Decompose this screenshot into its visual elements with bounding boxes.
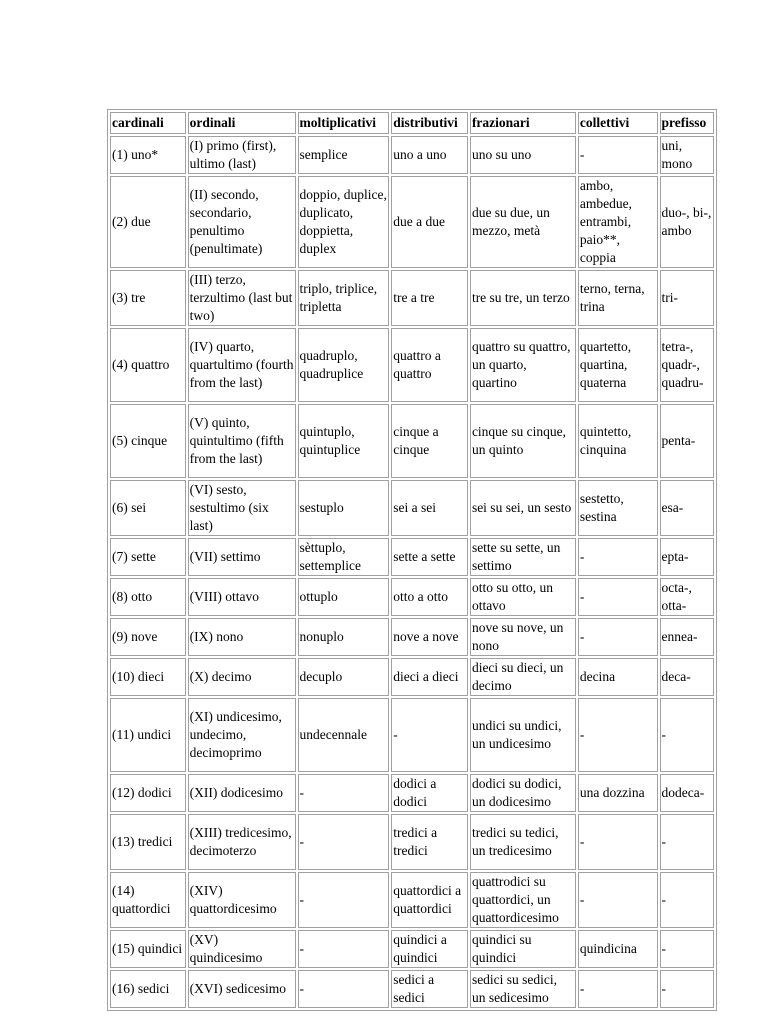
cell-moltiplicativi: - [298,970,390,1008]
cell-cardinali: (12) dodici [110,774,186,812]
cell-moltiplicativi: - [298,930,390,968]
cell-moltiplicativi: ottuplo [298,578,390,616]
cell-ordinali: (X) decimo [188,658,296,696]
cell-frazionari: sedici su sedici, un sedicesimo [470,970,576,1008]
header-distributivi: distributivi [391,112,468,134]
cell-ordinali: (VIII) ottavo [188,578,296,616]
cell-distributivi: sei a sei [391,480,468,536]
cell-moltiplicativi: - [298,774,390,812]
table-row [110,404,714,478]
cell-collettivi: - [578,538,658,576]
cell-moltiplicativi: doppio, duplice, duplicato, doppietta, duplex [298,176,390,268]
cell-distributivi: nove a nove [391,618,468,656]
cell-distributivi: sedici a sedici [391,970,468,1008]
cell-collettivi: - [578,814,658,870]
cell-cardinali: (3) tre [110,270,186,326]
cell-ordinali: (II) secondo, secondario, penultimo (penultimate) [188,176,296,268]
table-row [110,970,714,1008]
header-moltiplicativi: moltiplicativi [298,112,390,134]
cell-prefisso: uni, mono [660,136,715,174]
cell-cardinali: (11) undici [110,698,186,772]
cell-ordinali: (V) quinto, quintultimo (fifth from the last) [188,404,296,478]
cell-distributivi: tre a tre [391,270,468,326]
cell-ordinali: (XIII) tredicesimo, decimoterzo [188,814,296,870]
table-row [110,618,714,656]
table-header-row [110,112,714,134]
numerals-table [107,109,717,1011]
cell-collettivi: - [578,698,658,772]
cell-moltiplicativi: - [298,872,390,928]
cell-ordinali: (XIV) quattordicesimo [188,872,296,928]
cell-moltiplicativi: quadruplo, quadruplice [298,328,390,402]
table-row [110,658,714,696]
cell-cardinali: (5) cinque [110,404,186,478]
table-row [110,814,714,870]
cell-distributivi: uno a uno [391,136,468,174]
cell-ordinali: (IV) quarto, quartultimo (fourth from the last) [188,328,296,402]
cell-cardinali: (13) tredici [110,814,186,870]
cell-prefisso: epta- [660,538,715,576]
cell-cardinali: (15) quindici [110,930,186,968]
cell-frazionari: due su due, un mezzo, metà [470,176,576,268]
cell-distributivi: sette a sette [391,538,468,576]
cell-distributivi: tredici a tredici [391,814,468,870]
cell-cardinali: (8) otto [110,578,186,616]
cell-prefisso: - [660,814,715,870]
header-ordinali: ordinali [188,112,296,134]
header-cardinali: cardinali [110,112,186,134]
cell-cardinali: (16) sedici [110,970,186,1008]
cell-moltiplicativi: quintuplo, quintuplice [298,404,390,478]
cell-collettivi: quintetto, cinquina [578,404,658,478]
table-row [110,328,714,402]
cell-prefisso: ennea- [660,618,715,656]
cell-prefisso: octa-, otta- [660,578,715,616]
cell-prefisso: tetra-, quadr-, quadru- [660,328,715,402]
cell-distributivi: quattro a quattro [391,328,468,402]
cell-collettivi: quindicina [578,930,658,968]
table-row [110,872,714,928]
cell-collettivi: - [578,618,658,656]
cell-prefisso: - [660,970,715,1008]
cell-collettivi: terno, terna, trina [578,270,658,326]
cell-frazionari: tre su tre, un terzo [470,270,576,326]
table-row [110,774,714,812]
table-row [110,480,714,536]
cell-moltiplicativi: nonuplo [298,618,390,656]
cell-distributivi: - [391,698,468,772]
cell-prefisso: esa- [660,480,715,536]
cell-prefisso: - [660,698,715,772]
cell-distributivi: due a due [391,176,468,268]
cell-distributivi: dieci a dieci [391,658,468,696]
cell-distributivi: dodici a dodici [391,774,468,812]
cell-collettivi: quartetto, quartina, quaterna [578,328,658,402]
document-page [107,109,717,1011]
header-frazionari: frazionari [470,112,576,134]
cell-collettivi: - [578,578,658,616]
cell-distributivi: quindici a quindici [391,930,468,968]
cell-frazionari: quindici su quindici [470,930,576,968]
cell-moltiplicativi: decuplo [298,658,390,696]
cell-frazionari: dieci su dieci, un decimo [470,658,576,696]
cell-collettivi: sestetto, sestina [578,480,658,536]
cell-ordinali: (XII) dodicesimo [188,774,296,812]
cell-ordinali: (XI) undicesimo, undecimo, decimoprimo [188,698,296,772]
cell-prefisso: - [660,872,715,928]
cell-collettivi: - [578,872,658,928]
cell-collettivi: - [578,970,658,1008]
cell-collettivi: - [578,136,658,174]
cell-frazionari: nove su nove, un nono [470,618,576,656]
header-collettivi: collettivi [578,112,658,134]
cell-prefisso: duo-, bi-, ambo [660,176,715,268]
cell-frazionari: sette su sette, un settimo [470,538,576,576]
cell-frazionari: sei su sei, un sesto [470,480,576,536]
cell-frazionari: quattrodici su quattordici, un quattordicesimo [470,872,576,928]
header-prefisso: prefisso [660,112,715,134]
cell-ordinali: (XV) quindicesimo [188,930,296,968]
cell-moltiplicativi: - [298,814,390,870]
cell-cardinali: (1) uno* [110,136,186,174]
cell-frazionari: quattro su quattro, un quarto, quartino [470,328,576,402]
table-row [110,578,714,616]
cell-ordinali: (I) primo (first), ultimo (last) [188,136,296,174]
cell-cardinali: (10) dieci [110,658,186,696]
cell-ordinali: (XVI) sedicesimo [188,970,296,1008]
cell-distributivi: quattordici a quattordici [391,872,468,928]
cell-distributivi: cinque a cinque [391,404,468,478]
cell-collettivi: ambo, ambedue, entrambi, paio**, coppia [578,176,658,268]
cell-cardinali: (6) sei [110,480,186,536]
cell-cardinali: (9) nove [110,618,186,656]
cell-prefisso: penta- [660,404,715,478]
cell-frazionari: uno su uno [470,136,576,174]
cell-collettivi: decina [578,658,658,696]
cell-collettivi: una dozzina [578,774,658,812]
cell-ordinali: (VI) sesto, sestultimo (six last) [188,480,296,536]
table-row [110,698,714,772]
cell-frazionari: dodici su dodici, un dodicesimo [470,774,576,812]
cell-moltiplicativi: undecennale [298,698,390,772]
table-row [110,270,714,326]
cell-frazionari: undici su undici, un undicesimo [470,698,576,772]
cell-prefisso: dodeca- [660,774,715,812]
cell-moltiplicativi: sèttuplo, settemplice [298,538,390,576]
cell-moltiplicativi: triplo, triplice, tripletta [298,270,390,326]
table-row [110,538,714,576]
cell-moltiplicativi: semplice [298,136,390,174]
cell-moltiplicativi: sestuplo [298,480,390,536]
cell-ordinali: (IX) nono [188,618,296,656]
cell-frazionari: cinque su cinque, un quinto [470,404,576,478]
table-row [110,136,714,174]
cell-cardinali: (14) quattordici [110,872,186,928]
cell-ordinali: (III) terzo, terzultimo (last but two) [188,270,296,326]
cell-cardinali: (2) due [110,176,186,268]
cell-cardinali: (4) quattro [110,328,186,402]
table-row [110,930,714,968]
cell-frazionari: tredici su tedici, un tredicesimo [470,814,576,870]
cell-distributivi: otto a otto [391,578,468,616]
cell-cardinali: (7) sette [110,538,186,576]
cell-frazionari: otto su otto, un ottavo [470,578,576,616]
cell-prefisso: tri- [660,270,715,326]
table-row [110,176,714,268]
cell-prefisso: deca- [660,658,715,696]
cell-prefisso: - [660,930,715,968]
cell-ordinali: (VII) settimo [188,538,296,576]
